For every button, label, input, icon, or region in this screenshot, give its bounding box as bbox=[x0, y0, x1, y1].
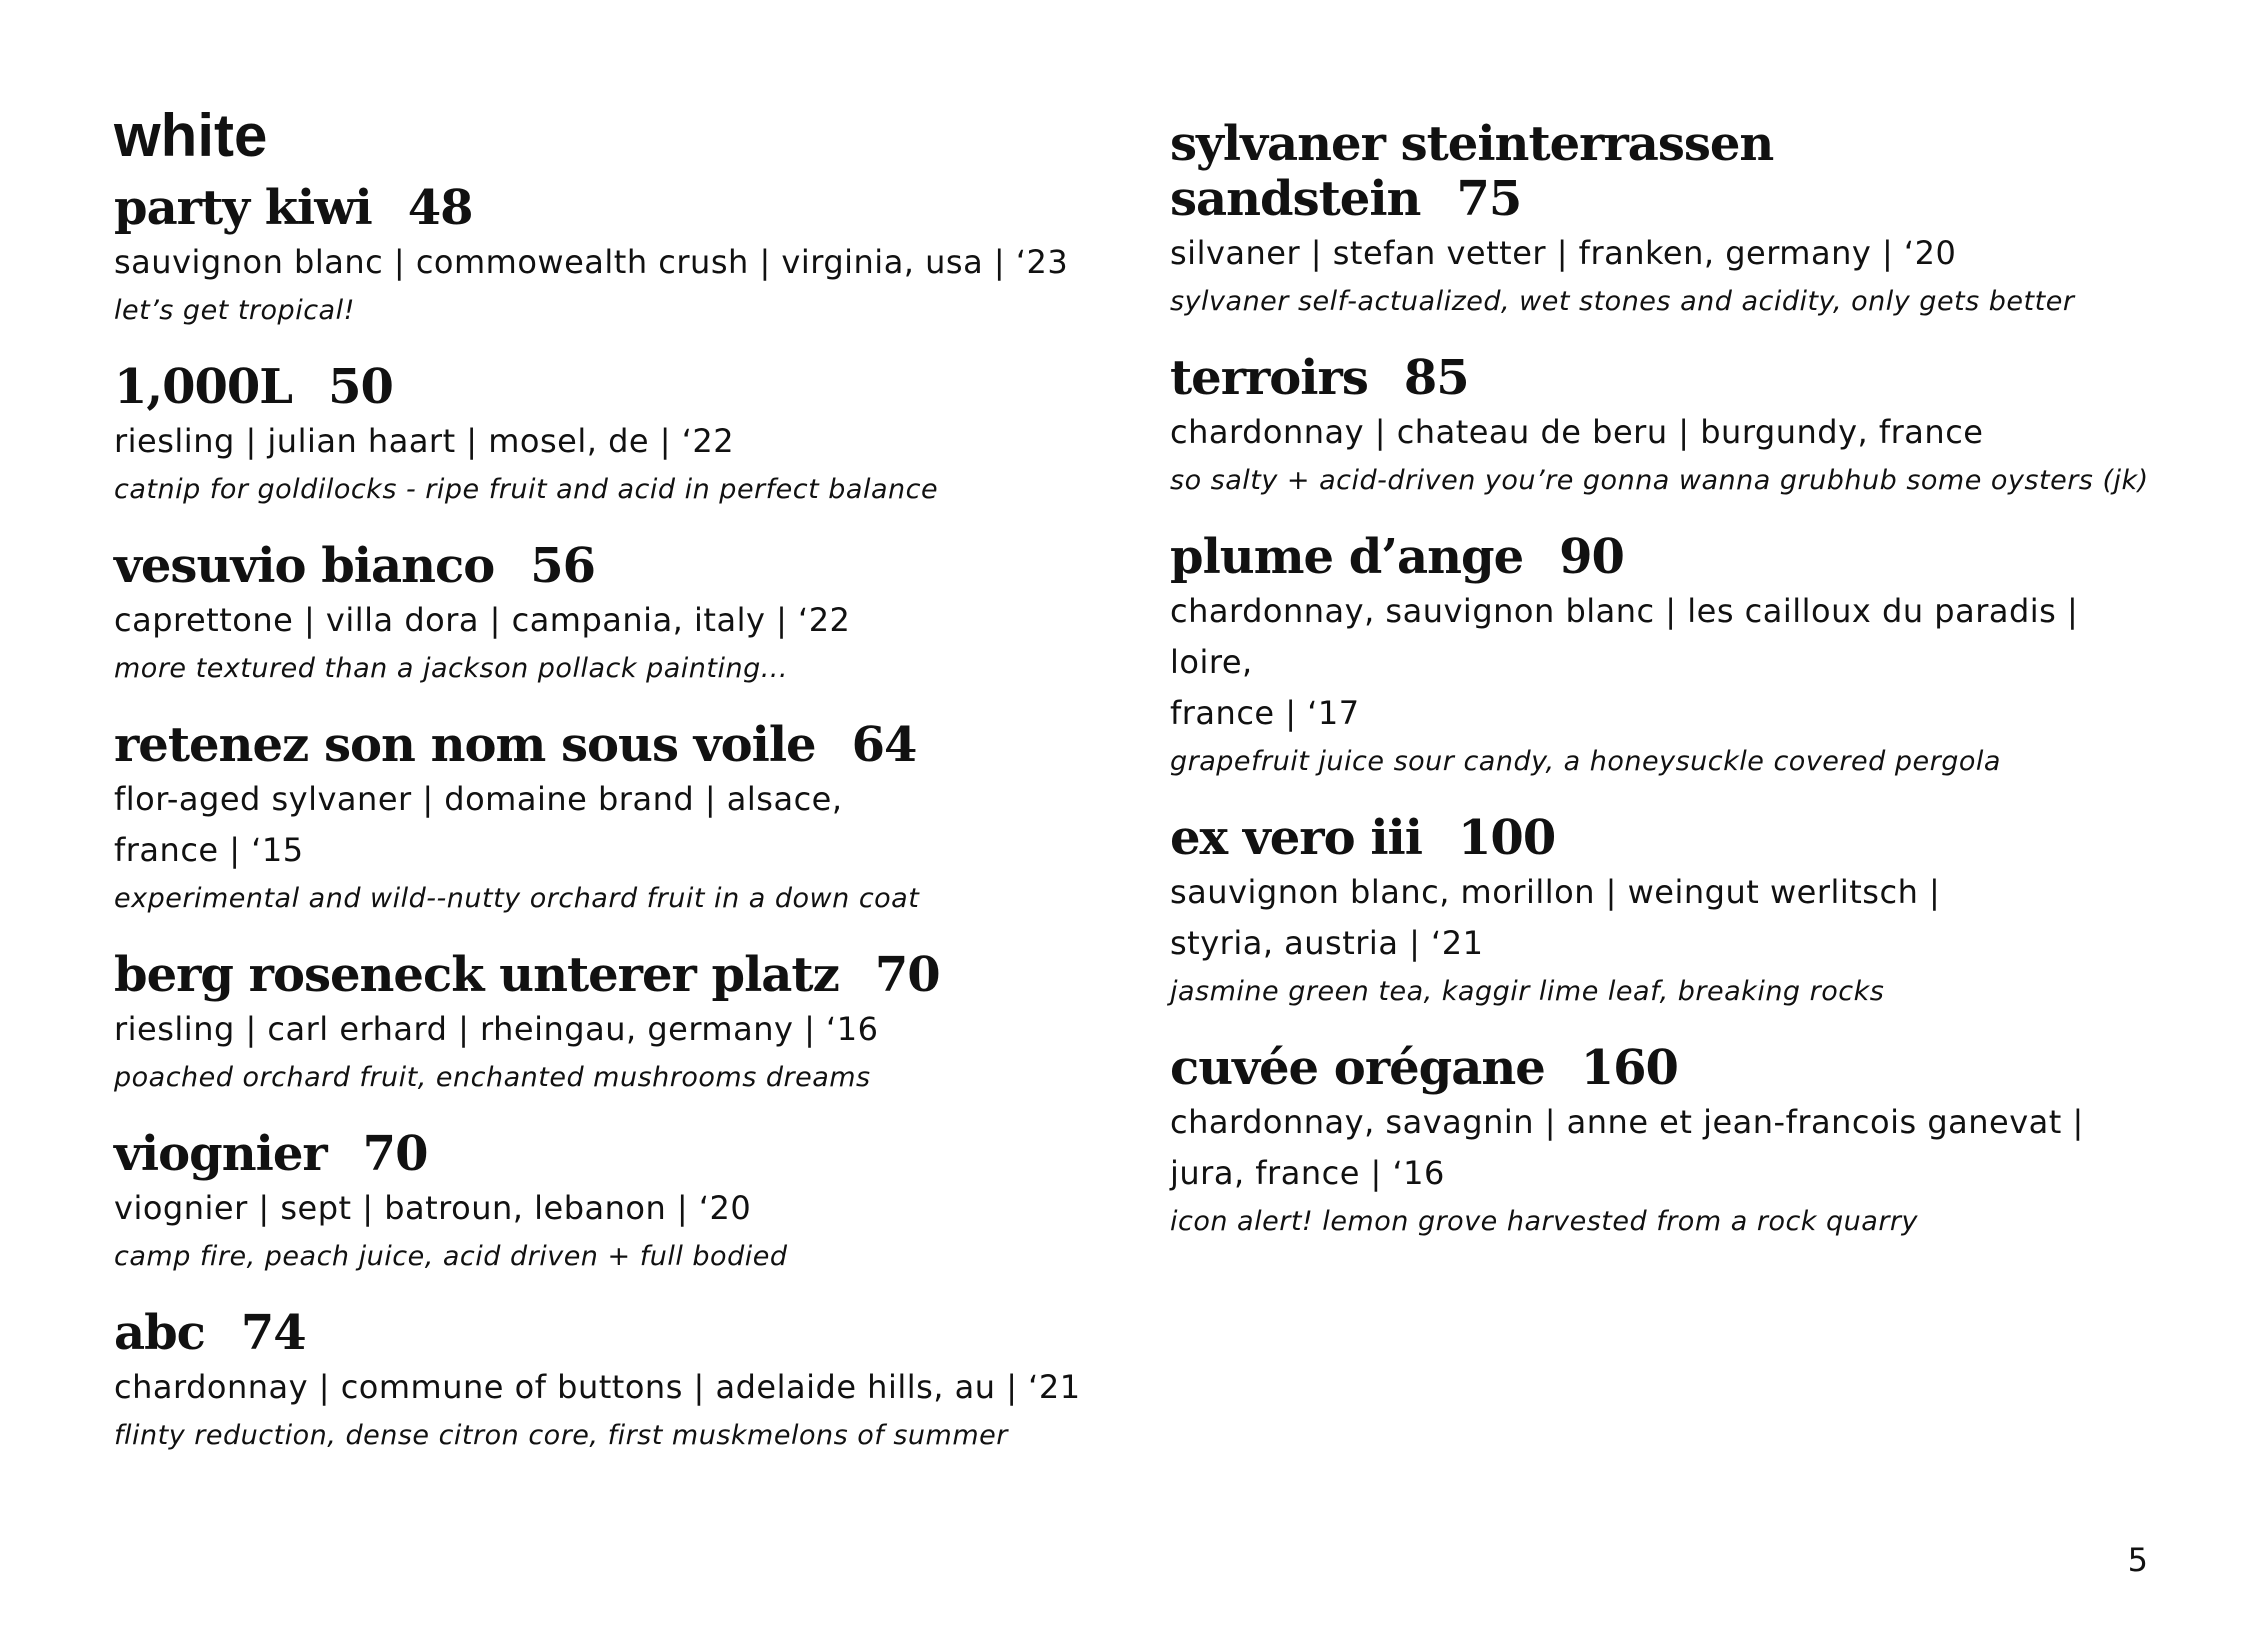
wine-price: 90 bbox=[1559, 529, 1624, 585]
wine-details: caprettone | villa dora | campania, italy | ‘22 bbox=[114, 601, 851, 639]
wine-details-continued: france | ‘15 bbox=[114, 831, 304, 869]
wine-tasting-note: camp fire, peach juice, acid driven + full bodied bbox=[114, 1241, 788, 1272]
wine-tasting-note: more textured than a jackson pollack painting... bbox=[114, 653, 788, 684]
wine-price: 85 bbox=[1403, 350, 1469, 406]
wine-heading bbox=[114, 361, 1114, 413]
wine-item bbox=[1170, 531, 2170, 785]
wine-name: cuvée orégane bbox=[1170, 1040, 1545, 1096]
wine-details: chardonnay, savagnin | anne et jean-francois ganevat | bbox=[1170, 1103, 2084, 1141]
wine-tasting-note: so salty + acid-driven you’re gonna wanna grubhub some oysters (jk) bbox=[1170, 465, 2149, 496]
wine-name: abc bbox=[114, 1305, 205, 1361]
wine-price: 70 bbox=[874, 947, 940, 1003]
page-number: 5 bbox=[2127, 1541, 2148, 1579]
wine-item bbox=[114, 361, 1114, 513]
wine-name: plume d’ange bbox=[1170, 529, 1524, 585]
wine-tasting-note: icon alert! lemon grove harvested from a rock quarry bbox=[1170, 1206, 1918, 1237]
wine-item bbox=[114, 1307, 1114, 1459]
wine-heading bbox=[114, 1307, 1114, 1359]
wine-heading bbox=[1170, 118, 2170, 170]
wine-details: chardonnay | chateau de beru | burgundy, france bbox=[1170, 413, 1984, 451]
section-title: white bbox=[114, 102, 268, 169]
wine-name: party kiwi bbox=[114, 180, 372, 236]
wine-price: 75 bbox=[1456, 171, 1522, 227]
wine-tasting-note: catnip for goldilocks - ripe fruit and acid in perfect balance bbox=[114, 474, 939, 505]
wine-item bbox=[114, 1128, 1114, 1280]
wine-name: sylvaner steinterrassen bbox=[1170, 116, 1774, 172]
wine-name: vesuvio bianco bbox=[114, 538, 495, 594]
wine-heading bbox=[114, 719, 1114, 771]
wine-price: 56 bbox=[530, 538, 596, 594]
wine-heading bbox=[114, 949, 1114, 1001]
wine-heading bbox=[1170, 531, 2170, 583]
wine-heading bbox=[114, 540, 1114, 592]
wine-name: terroirs bbox=[1170, 350, 1368, 406]
wine-details: chardonnay, sauvignon blanc | les cailloux du paradis | loire, bbox=[1170, 592, 2079, 681]
wine-tasting-note: let’s get tropical! bbox=[114, 295, 355, 326]
wine-item bbox=[114, 949, 1114, 1101]
wine-tasting-note: jasmine green tea, kaggir lime leaf, breaking rocks bbox=[1170, 976, 1885, 1007]
wine-price: 74 bbox=[240, 1305, 306, 1361]
wine-price: 64 bbox=[851, 717, 917, 773]
left-column bbox=[114, 100, 1114, 1486]
wine-details: chardonnay | commune of buttons | adelaide hills, au | ‘21 bbox=[114, 1368, 1081, 1406]
wine-details: riesling | carl erhard | rheingau, germany | ‘16 bbox=[114, 1010, 879, 1048]
wine-name: retenez son nom sous voile bbox=[114, 717, 816, 773]
wine-price: 160 bbox=[1580, 1040, 1678, 1096]
wine-price: 48 bbox=[407, 180, 473, 236]
wine-tasting-note: poached orchard fruit, enchanted mushrooms dreams bbox=[114, 1062, 871, 1093]
wine-heading bbox=[1170, 352, 2170, 404]
wine-item bbox=[114, 540, 1114, 692]
wine-price: 50 bbox=[328, 359, 393, 415]
wine-details-continued: jura, france | ‘16 bbox=[1170, 1154, 1445, 1192]
wine-item bbox=[1170, 812, 2170, 1015]
wine-tasting-note: experimental and wild--nutty orchard fruit in a down coat bbox=[114, 883, 920, 914]
wine-name: ex vero iii bbox=[1170, 810, 1423, 866]
wine-heading bbox=[114, 182, 1114, 234]
wine-name: 1,000L bbox=[114, 359, 293, 415]
wine-heading bbox=[1170, 812, 2170, 864]
wine-heading-continued bbox=[1170, 173, 2170, 225]
wine-heading bbox=[114, 1128, 1114, 1180]
wine-price: 70 bbox=[362, 1126, 428, 1182]
wine-details: silvaner | stefan vetter | franken, germany | ‘20 bbox=[1170, 234, 1957, 272]
wine-details-continued: france | ‘17 bbox=[1170, 694, 1360, 732]
wine-details: riesling | julian haart | mosel, de | ‘22 bbox=[114, 422, 735, 460]
wine-name: berg roseneck unterer platz bbox=[114, 947, 839, 1003]
wine-heading bbox=[1170, 1042, 2170, 1094]
wine-details: sauvignon blanc, morillon | weingut werlitsch | bbox=[1170, 873, 1941, 911]
wine-item bbox=[114, 182, 1114, 334]
wine-tasting-note: sylvaner self-actualized, wet stones and acidity, only gets better bbox=[1170, 286, 2075, 317]
wine-details-continued: styria, austria | ‘21 bbox=[1170, 924, 1484, 962]
wine-name-continued: sandstein bbox=[1170, 171, 1421, 227]
wine-price: 100 bbox=[1458, 810, 1556, 866]
wine-item bbox=[1170, 352, 2170, 504]
wine-name: viognier bbox=[114, 1126, 327, 1182]
wine-tasting-note: grapefruit juice sour candy, a honeysuckle covered pergola bbox=[1170, 746, 2001, 777]
wine-item bbox=[114, 719, 1114, 922]
wine-item bbox=[1170, 1042, 2170, 1245]
wine-tasting-note: flinty reduction, dense citron core, first muskmelons of summer bbox=[114, 1420, 1008, 1451]
wine-details: sauvignon blanc | commowealth crush | virginia, usa | ‘23 bbox=[114, 243, 1069, 281]
wine-details: viognier | sept | batroun, lebanon | ‘20 bbox=[114, 1189, 752, 1227]
right-column bbox=[1170, 118, 2170, 1272]
wine-item bbox=[1170, 118, 2170, 325]
wine-details: flor-aged sylvaner | domaine brand | alsace, bbox=[114, 780, 843, 818]
